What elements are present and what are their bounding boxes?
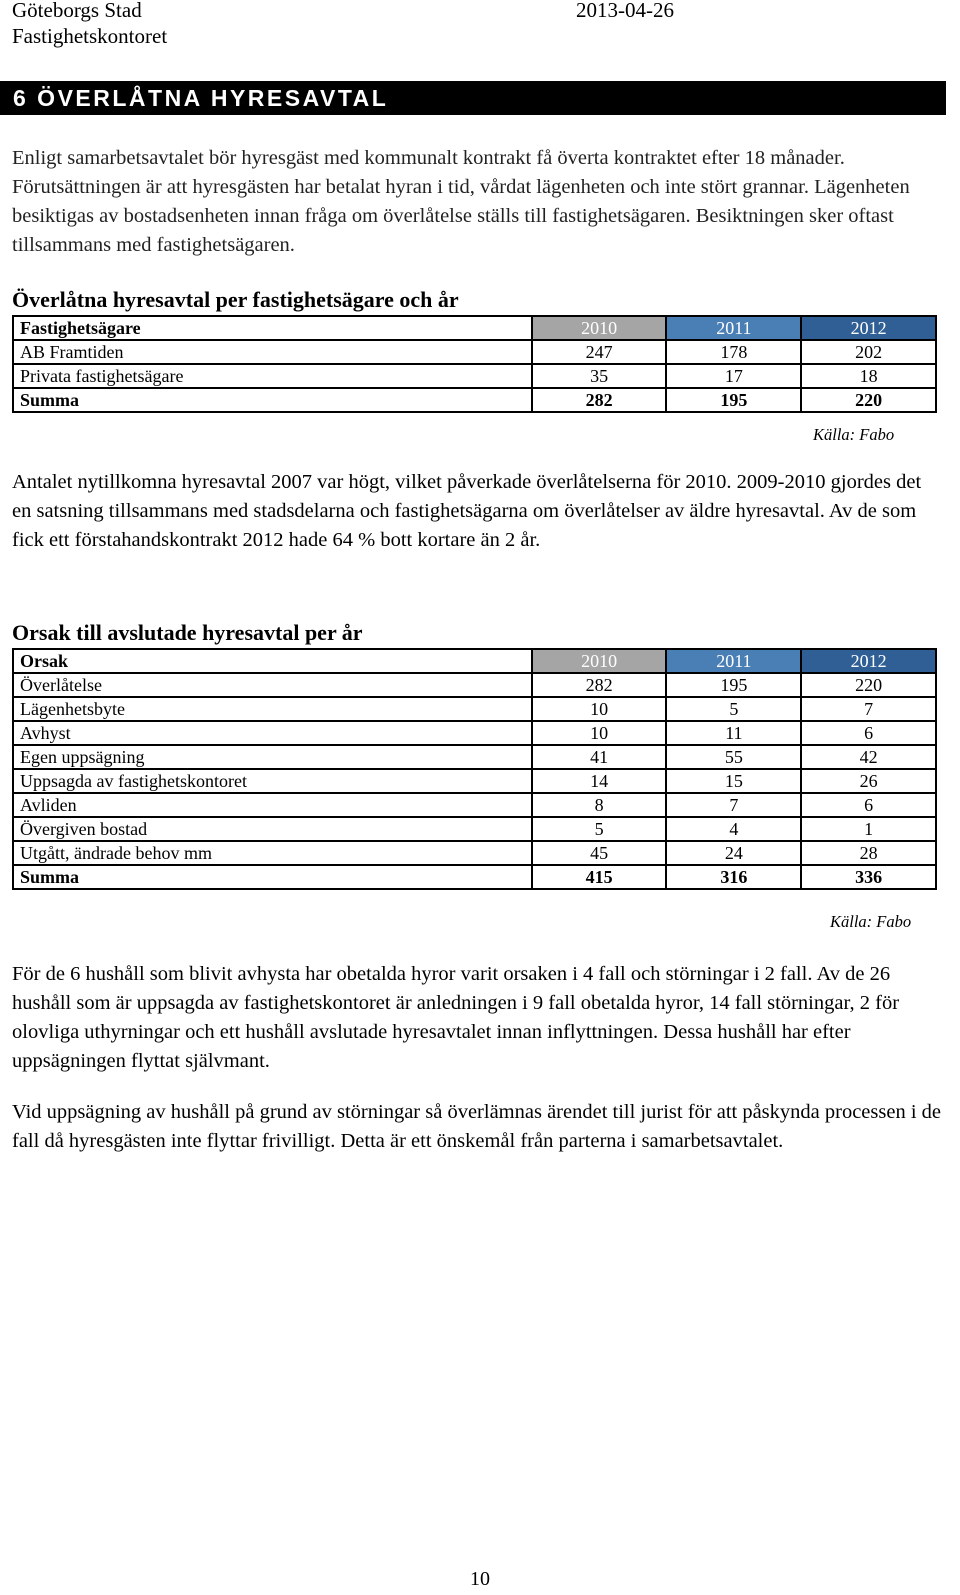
sum-label: Summa — [13, 388, 532, 412]
cell-value: 14 — [532, 769, 667, 793]
paragraph-disturbances: Vid uppsägning av hushåll på grund av störningar så överlämnas ärendet till jurist för att påskynda processen i de fall då hyresgästen inte flyttar frivilligt. Detta är ett önskemål från parterna i samarbetsavtalet. — [12, 1101, 942, 1152]
sum-value: 220 — [801, 388, 936, 412]
table-header-row — [13, 316, 936, 340]
row-label: Avliden — [13, 793, 532, 817]
cell-value: 28 — [801, 841, 936, 865]
table-row — [13, 340, 936, 364]
cell-value: 17 — [666, 364, 801, 388]
cell-value: 26 — [801, 769, 936, 793]
table-row — [13, 721, 936, 745]
org-line-2: Fastighetskontoret — [12, 24, 168, 48]
cell-value: 15 — [666, 769, 801, 793]
table2-title: Orsak till avslutade hyresavtal per år — [12, 620, 363, 645]
table-sum-row — [13, 388, 936, 412]
sum-value: 415 — [532, 865, 667, 889]
page-number: 10 — [470, 1568, 490, 1590]
cell-value: 18 — [801, 364, 936, 388]
header-cell-2011: 2011 — [666, 649, 801, 673]
cell-value: 5 — [532, 817, 667, 841]
table-row — [13, 817, 936, 841]
table-row — [13, 745, 936, 769]
cell-value: 6 — [801, 793, 936, 817]
row-label: Övergiven bostad — [13, 817, 532, 841]
header-cell-2011: 2011 — [666, 316, 801, 340]
row-label: Avhyst — [13, 721, 532, 745]
table-row — [13, 673, 936, 697]
sum-value: 282 — [532, 388, 667, 412]
sum-value: 195 — [666, 388, 801, 412]
document-date: 2013-04-26 — [576, 0, 674, 22]
cell-value: 202 — [801, 340, 936, 364]
cell-value: 41 — [532, 745, 667, 769]
header-cell-2010: 2010 — [532, 649, 667, 673]
row-label: Överlåtelse — [13, 673, 532, 697]
header-cell-2010: 2010 — [532, 316, 667, 340]
cell-value: 7 — [666, 793, 801, 817]
header-cell: Fastighetsägare — [13, 316, 532, 340]
sum-value: 336 — [801, 865, 936, 889]
row-label: AB Framtiden — [13, 340, 532, 364]
cell-value: 5 — [666, 697, 801, 721]
table-termination-reasons — [12, 648, 937, 890]
paragraph-new-contracts: Antalet nytillkomna hyresavtal 2007 var högt, vilket påverkade överlåtelserna för 2010. 2009-2010 gjordes det en satsning tillsammans med stadsdelarna och fastighetsägarna om överlåtelser av äldre hyresavtal. Av de som fick ett förstahandskontrakt 2012 hade 64 % bott kortare än 2 år. — [12, 471, 922, 551]
cell-value: 1 — [801, 817, 936, 841]
cell-value: 282 — [532, 673, 667, 697]
cell-value: 178 — [666, 340, 801, 364]
sum-label: Summa — [13, 865, 532, 889]
cell-value: 10 — [532, 721, 667, 745]
cell-value: 35 — [532, 364, 667, 388]
table1-source: Källa: Fabo — [813, 425, 895, 444]
cell-value: 8 — [532, 793, 667, 817]
cell-value: 24 — [666, 841, 801, 865]
cell-value: 6 — [801, 721, 936, 745]
sum-value: 316 — [666, 865, 801, 889]
row-label: Egen uppsägning — [13, 745, 532, 769]
cell-value: 55 — [666, 745, 801, 769]
cell-value: 220 — [801, 673, 936, 697]
cell-value: 247 — [532, 340, 667, 364]
table-row — [13, 841, 936, 865]
intro-paragraph: Enligt samarbetsavtalet bör hyresgäst med kommunalt kontrakt få överta kontraktet efter 18 månader. Förutsättningen är att hyresgästen har betalat hyran i tid, vårdat lägenheten och inte stört grannar. Lägenheten besiktigas av bostadsenheten innan fråga om överlåtelse ställs till fastighetsägaren. Besiktningen sker oftast tillsammans med fastighetsägaren. — [12, 147, 910, 256]
cell-value: 4 — [666, 817, 801, 841]
cell-value: 195 — [666, 673, 801, 697]
table-row — [13, 364, 936, 388]
cell-value: 45 — [532, 841, 667, 865]
paragraph-evictions: För de 6 hushåll som blivit avhysta har obetalda hyror varit orsaken i 4 fall och störningar i 2 fall. Av de 26 hushåll som är uppsagda av fastighetskontoret är anledningen i 9 fall obetalda hyror, 14 fall störningar, 2 för olovliga uthyrningar och ett hushåll avslutade hyresavtalet innan inflyttningen. Dessa hushåll har efter uppsägningen flyttat självmant. — [12, 963, 900, 1072]
cell-value: 10 — [532, 697, 667, 721]
org-line-1: Göteborgs Stad — [12, 0, 142, 22]
row-label: Privata fastighetsägare — [13, 364, 532, 388]
row-label: Lägenhetsbyte — [13, 697, 532, 721]
organization-name — [12, 0, 167, 49]
row-label: Uppsagda av fastighetskontoret — [13, 769, 532, 793]
row-label: Utgått, ändrade behov mm — [13, 841, 532, 865]
header-cell-2012: 2012 — [801, 316, 936, 340]
cell-value: 7 — [801, 697, 936, 721]
table-row — [13, 769, 936, 793]
page-header — [12, 0, 942, 52]
table2-source: Källa: Fabo — [830, 912, 912, 931]
table1-title: Överlåtna hyresavtal per fastighetsägare och år — [12, 287, 459, 312]
cell-value: 42 — [801, 745, 936, 769]
table-transfers-by-owner — [12, 315, 937, 413]
header-cell: Orsak — [13, 649, 532, 673]
cell-value: 11 — [666, 721, 801, 745]
table-row — [13, 697, 936, 721]
header-cell-2012: 2012 — [801, 649, 936, 673]
table-header-row — [13, 649, 936, 673]
table-row — [13, 793, 936, 817]
table-sum-row — [13, 865, 936, 889]
section-heading: 6 ÖVERLÅTNA HYRESAVTAL — [0, 81, 946, 115]
